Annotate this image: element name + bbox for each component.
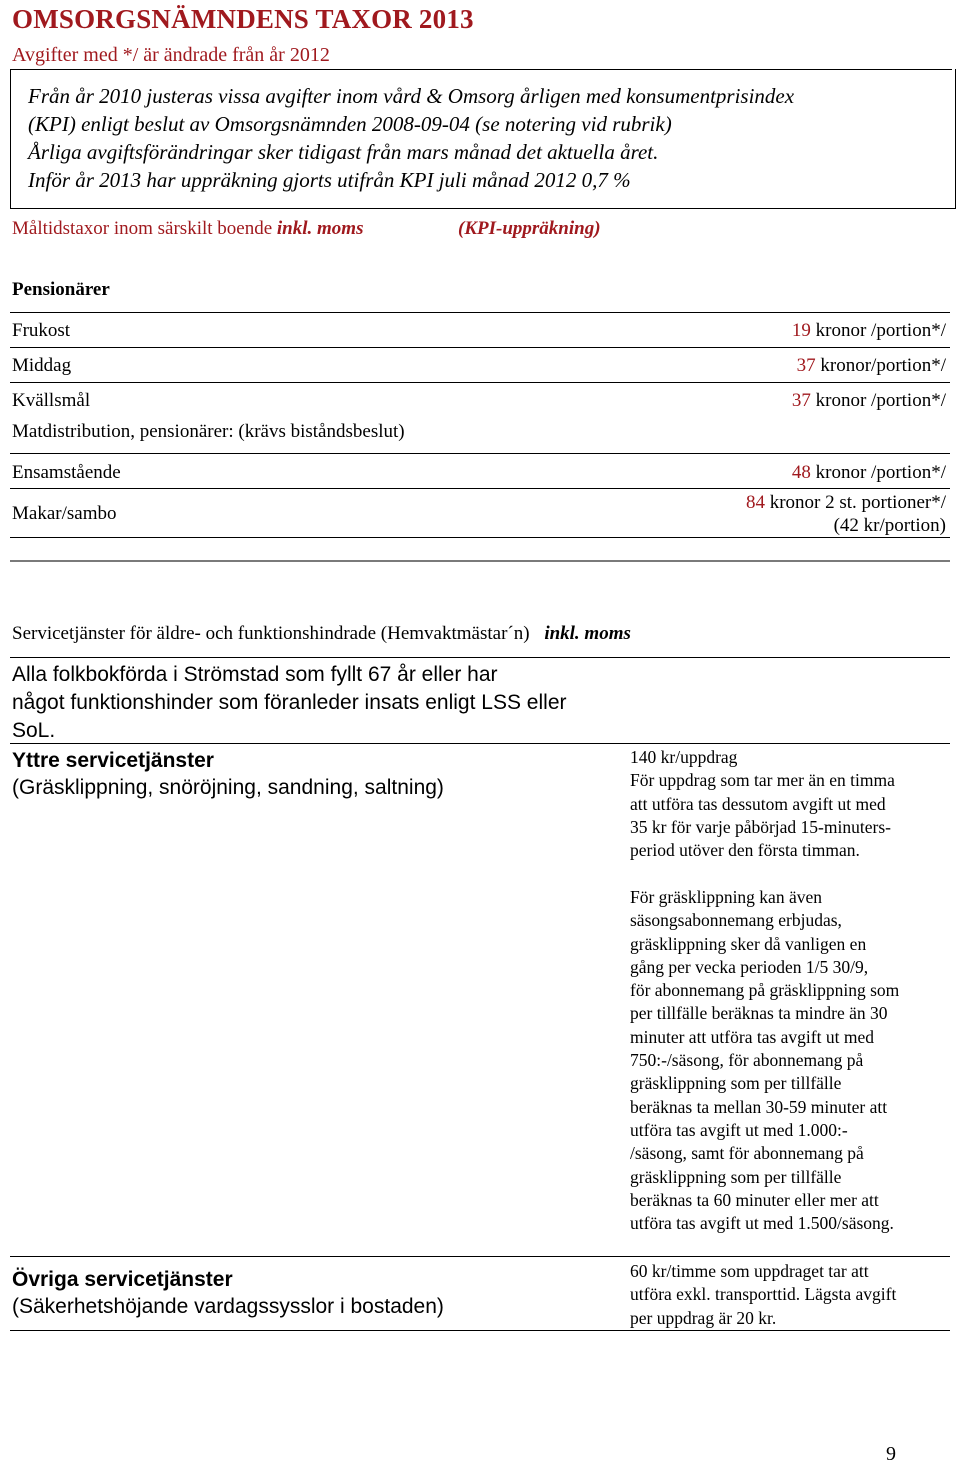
other-services-price: 60 kr/timme som uppdraget tar att utföra exkl. transporttid. Lägsta avgift per uppdrag är 20 kr. — [630, 1261, 897, 1328]
meals-heading — [12, 218, 363, 240]
services-heading-text: Servicetjänster för äldre- och funktionshindrade (Hemvaktmästar´n) — [12, 623, 530, 644]
outer-services-title: Yttre servicetjänster — [12, 749, 214, 772]
meals-heading-moms: inkl. moms — [276, 218, 364, 239]
notice-line: (KPI) enligt beslut av Omsorgsnämnden 2008-09-04 (se notering vid rubrik) — [28, 112, 672, 136]
page-subtitle: Avgifter med */ är ändrade från år 2012 — [12, 44, 330, 66]
row-price-couple: 84 kronor 2 st. portioner*/ — [745, 492, 946, 513]
notice-box-bottom — [10, 208, 956, 209]
row-price-evening: 37 kronor /portion*/ — [791, 390, 946, 411]
notice-line: Årliga avgiftsförändringar sker tidigast från mars månad det aktuella året. — [28, 140, 659, 164]
notice-line: Inför år 2013 har uppräkning gjorts utifrån KPI juli månad 2012 0,7 % — [28, 168, 631, 192]
row-label-single: Ensamstående — [12, 462, 121, 483]
row-price-single: 48 kronor /portion*/ — [791, 462, 946, 483]
header-divider — [10, 69, 952, 70]
outer-services-desc: (Gräsklippning, snöröjning, sandning, saltning) — [12, 776, 444, 799]
notice-line: Från år 2010 justeras vissa avgifter inom vård & Omsorg årligen med konsumentprisindex — [28, 84, 795, 108]
table-divider — [10, 382, 950, 383]
row-label-evening: Kvällsmål — [12, 390, 91, 411]
services-heading — [12, 623, 631, 645]
distribution-label: Matdistribution, pensionärer: (krävs biståndsbeslut) — [12, 421, 405, 442]
meals-heading-text: Måltidstaxor inom särskilt boende — [12, 218, 273, 239]
row-label-lunch: Middag — [12, 355, 72, 376]
services-divider — [10, 1330, 950, 1331]
section-divider — [10, 560, 950, 562]
group-label-pensioners: Pensionärer — [12, 279, 110, 300]
services-divider — [10, 1256, 950, 1257]
kpi-notice — [28, 82, 794, 194]
page-number: 9 — [886, 1443, 896, 1465]
services-divider — [10, 743, 950, 744]
grass-subscription-text: För gräsklippning kan även säsongsabonnemang erbjudas, gräsklippning sker då vanligen en gång per vecka perioden 1/5 30/9, för abonnemang på gräsklippning som per tillfälle beräknas ta mindre än 30 minuter att utföra tas avgift ut med 750:-/säsong, för abonnemang på gräsklippning som per tillfälle beräknas ta mellan 30-59 minuter att utföra tas avgift ut med 1.000:- /säsong, samt för abonnemang på gräsklippning som per tillfälle beräknas ta 60 minuter eller mer att utföra tas avgift ut med 1.500/säsong. — [630, 887, 900, 1234]
eligibility-line: Alla folkbokförda i Strömstad som fyllt 67 år eller har — [12, 663, 498, 686]
row-label-couple: Makar/sambo — [12, 503, 117, 524]
outer-services-price: 140 kr/uppdrag För uppdrag som tar mer än en timma att utföra tas dessutom avgift ut med 35 kr för varje påbörjad 15-minuters- period utöver den första timman. — [630, 747, 895, 861]
row-price-couple-extra: (42 kr/portion) — [833, 515, 946, 536]
table-divider — [10, 347, 950, 348]
row-label-breakfast: Frukost — [12, 320, 71, 341]
meals-heading-kpi: (KPI-uppräkning) — [458, 218, 601, 239]
table-divider — [10, 488, 950, 489]
other-services-title: Övriga servicetjänster — [12, 1268, 233, 1291]
row-price-breakfast: 19 kronor /portion*/ — [791, 320, 946, 341]
services-divider — [10, 657, 950, 658]
table-divider — [10, 537, 950, 538]
services-heading-moms: inkl. moms — [544, 623, 631, 644]
other-services-desc: (Säkerhetshöjande vardagssysslor i bostaden) — [12, 1295, 444, 1318]
page-title: OMSORGSNÄMNDENS TAXOR 2013 — [12, 4, 474, 34]
table-divider — [10, 312, 950, 313]
eligibility-text — [12, 661, 567, 745]
notice-box-right — [955, 69, 956, 209]
table-divider — [10, 453, 950, 454]
eligibility-line: SoL. — [12, 719, 56, 742]
row-price-lunch: 37 kronor/portion*/ — [796, 355, 946, 376]
notice-box-left — [10, 69, 11, 209]
eligibility-line: något funktionshinder som föranleder insats enligt LSS eller — [12, 691, 567, 714]
